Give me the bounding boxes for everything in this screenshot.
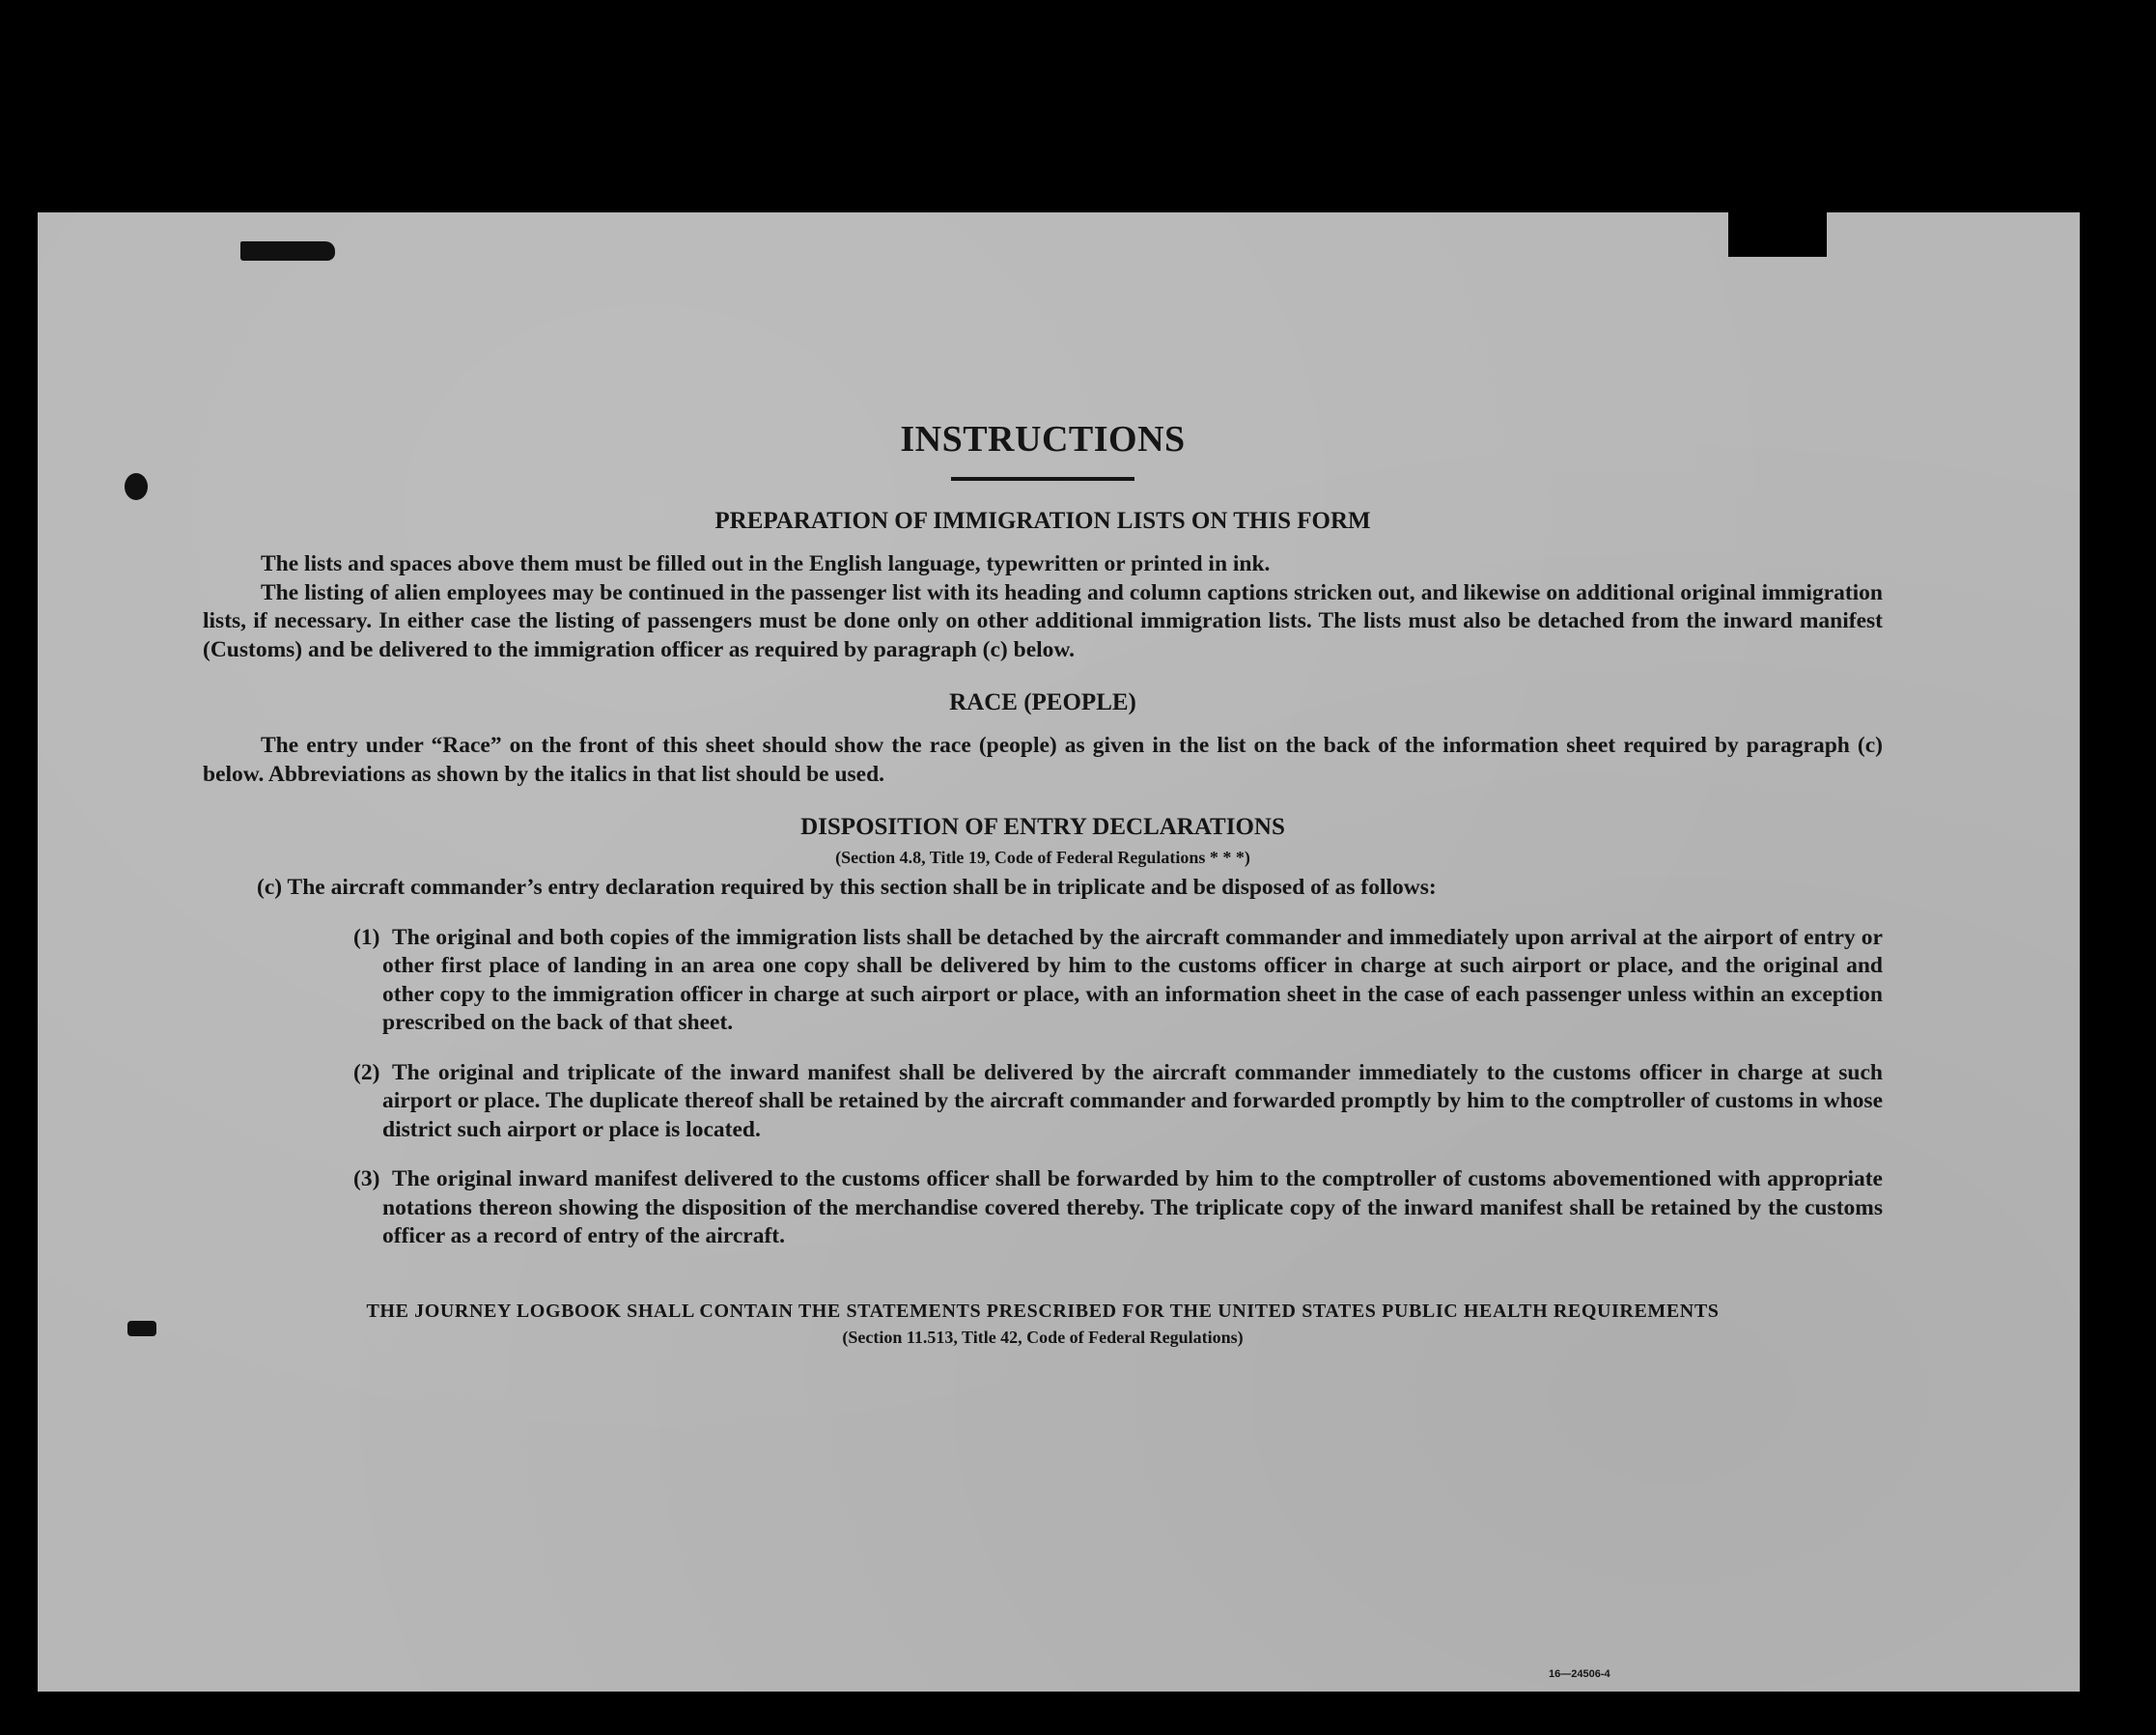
paragraph-preparation-1: The lists and spaces above them must be filled out in the English language, typewritten or printed in ink. — [261, 551, 1271, 576]
section-heading-preparation: PREPARATION OF IMMIGRATION LISTS ON THIS FORM — [714, 508, 1371, 534]
section-citation: (Section 4.8, Title 19, Code of Federal Regulations * * *) — [835, 848, 1250, 867]
logbook-statement: THE JOURNEY LOGBOOK SHALL CONTAIN THE STATEMENTS PRESCRIBED FOR THE UNITED STATES PUBLIC HEALTH REQUIREMENTS — [366, 1300, 1720, 1322]
paragraph-preparation-2: The listing of alien employees may be continued in the passenger list with its heading and column captions stricken out, and likewise on additional original immigration lists, if necessary. In either case the listing of passengers must be done only on other additional immigration lists. The lists must also be detached from the inward manifest (Customs) and be delivered to the immigration officer as required by paragraph (c) below. — [203, 579, 1883, 662]
ink-blot — [127, 1321, 156, 1336]
list-item-number: (1) — [353, 924, 380, 950]
paragraph-race: The entry under “Race” on the front of this sheet should show the race (people) as given in the list on the back of the information sheet required by paragraph (c) below. Abbreviations as shown by the italics in that list should be used. — [203, 733, 1883, 787]
list-item — [203, 1165, 1883, 1251]
list-item-number: (3) — [353, 1166, 380, 1191]
clause-c: (c) The aircraft commander’s entry declaration required by this section shall be in triplicate and be disposed of as follows: — [257, 875, 1437, 900]
list-item — [203, 1059, 1883, 1145]
list-item — [203, 924, 1883, 1038]
list-item-text: The original and both copies of the immigration lists shall be detached by the aircraft commander and immediately upon arrival at the airport of entry or other first place of landing in an area one copy shall be delivered by him to the customs officer in charge at such airport or place, and the original and other copy to the immigration officer in charge at such airport or place, with an information sheet in the case of each passenger unless within an exception prescribed on the back of that sheet. — [382, 924, 1883, 1035]
sheet-notch — [1728, 212, 1827, 257]
section-heading-disposition: DISPOSITION OF ENTRY DECLARATIONS — [800, 814, 1285, 840]
list-item-text: The original inward manifest delivered to the customs officer shall be forwarded by him to the comptroller of customs abovementioned with appropriate notations thereon showing the disposition of the merchandise covered thereby. The triplicate copy of the inward manifest shall be retained by the customs officer as a record of entry of the aircraft. — [382, 1166, 1883, 1248]
page-title: INSTRUCTIONS — [900, 419, 1186, 460]
title-underline — [951, 477, 1134, 481]
logbook-citation: (Section 11.513, Title 42, Code of Federal Regulations) — [842, 1327, 1244, 1347]
list-item-number: (2) — [353, 1059, 380, 1085]
section-heading-race: RACE (PEOPLE) — [949, 689, 1136, 715]
instructions-content — [203, 415, 1883, 1350]
ink-blot — [125, 473, 148, 500]
form-number: 16—24506-4 — [1549, 1668, 1610, 1680]
list-item-text: The original and triplicate of the inward manifest shall be delivered by the aircraft commander immediately to the customs officer in charge at such airport or place. The duplicate thereof shall be retained by the aircraft commander and forwarded promptly by him to the comptroller of customs in whose district such airport or place is located. — [382, 1059, 1883, 1142]
sheet-tear-mark — [240, 241, 335, 261]
